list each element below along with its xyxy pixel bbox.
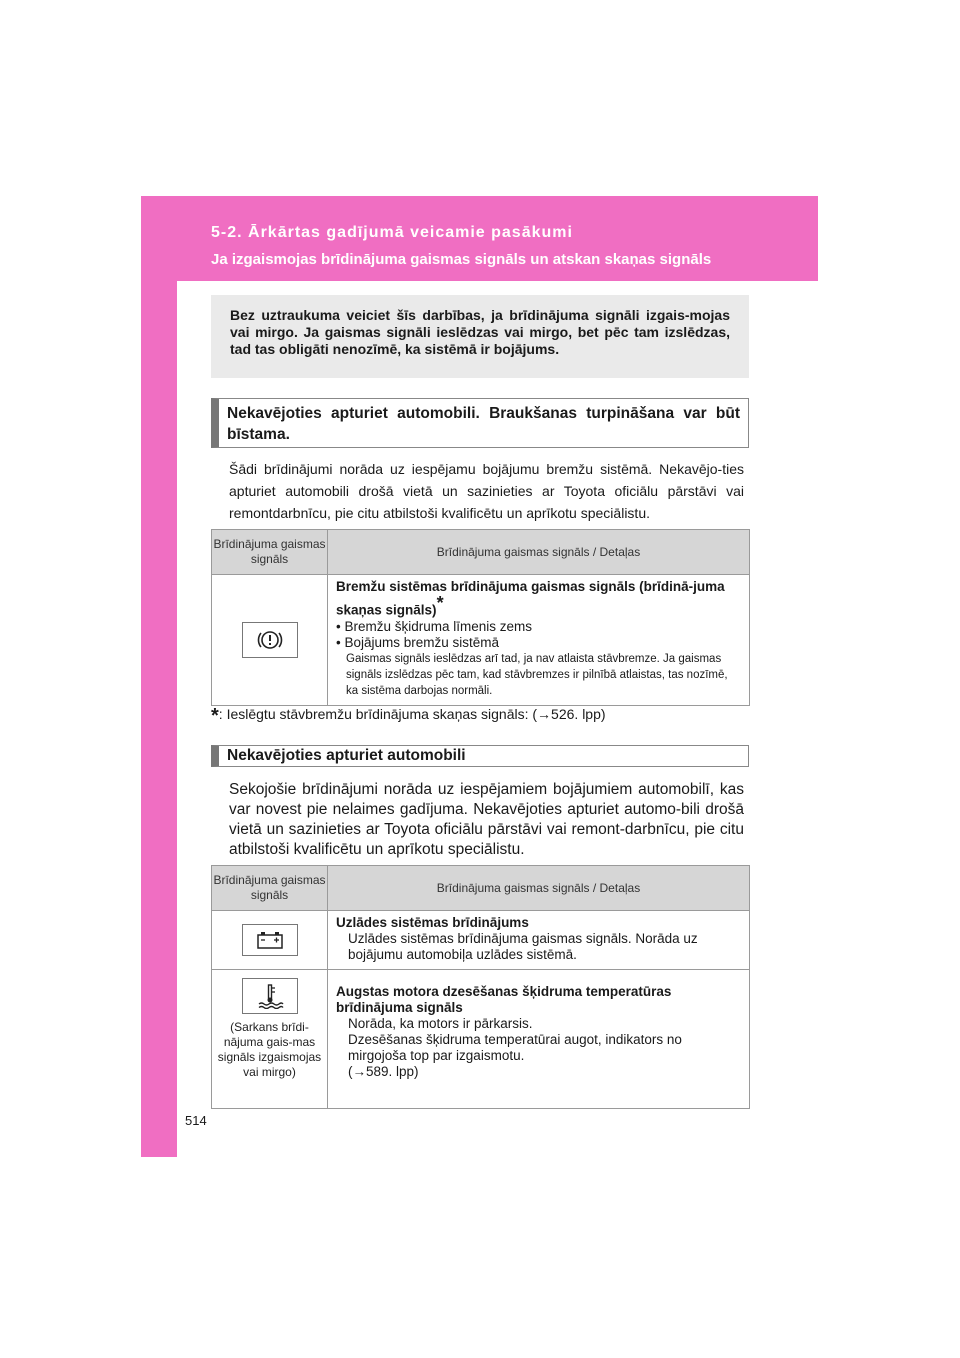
detail-cell <box>328 911 750 970</box>
section1-paragraph: Šādi brīdinājumi norāda uz iespējamu bojājumu bremžu sistēmā. Nekavējo-ties apturiet automobili drošā vietā un sazinieties ar Toyota oficiālu pārstāvi vai remontdarbnīcu, pie citu atbilstoši kvalificētu un aprīkotu speciālistu. <box>229 461 744 521</box>
col1-header: Brīdinājuma gaismas signāls <box>212 866 328 911</box>
table-header-row <box>212 866 750 911</box>
icon-cell <box>212 970 328 1109</box>
table-header-row <box>212 530 750 575</box>
bullet-brake-malfunction: • Bojājums bremžu sistēmā <box>336 634 500 650</box>
footnote <box>211 702 606 725</box>
note-box: Bez uztraukuma veiciet šīs darbības, ja brīdinājuma signāli izgais-mojas vai mirgo. Ja gaismas signāli ieslēdzas vai mirgo, bet pēc tam izslēdzas, tad tas obligāti nenozīmē, ka sistēmā ir bojājums. <box>211 295 749 378</box>
side-band <box>141 281 177 1157</box>
section2-heading: Nekavējoties apturiet automobili <box>211 745 749 767</box>
detail-cell <box>328 970 750 1109</box>
brake-note: Gaismas signāls ieslēdzas arī tad, ja nav atlaista stāvbremze. Ja gaismas signāls izslēdzas pēc tam, kad stāvbremzes ir pilnībā atlaistas, tas nozīmē, ka sistēma darbojas normāli. <box>346 652 728 697</box>
title-mark: * <box>436 593 444 613</box>
page-number: 514 <box>185 1113 207 1128</box>
section1-heading: Nekavējoties apturiet automobili. Braukšanas turpināšana var būt bīstama. <box>211 398 749 448</box>
icon-cell <box>212 911 328 970</box>
section-title: 5-2. Ārkārtas gadījumā veicamie pasākumi <box>211 224 573 241</box>
col1-header: Brīdinājuma gaismas signāls <box>212 530 328 575</box>
table-row <box>212 575 750 706</box>
col2-header: Brīdinājuma gaismas signāls / Detaļas <box>328 530 750 575</box>
brake-warning-table <box>211 529 750 706</box>
coolant-temperature-icon <box>242 978 298 1014</box>
section2-paragraph: Sekojošie brīdinājumi norāda uz iespējamiem bojājumiem automobilī, kas var novest pie nelaimes gadījuma. Nekavējoties apturiet automo-bili drošā vietā un sazinieties ar Toyota oficiālu pārstāvi vai remont-darbnīcu, pie citu atbilstoši kvalificētu un aprīkotu speciālistu. <box>229 781 744 858</box>
footnote-text: : Ieslēgtu stāvbremžu brīdinājuma skaņas signāls: (→526. lpp) <box>218 706 606 722</box>
bullet-fluid-level: • Bremžu šķidruma līmenis zems <box>336 618 533 634</box>
icon-cell <box>212 575 328 706</box>
charging-desc: Uzlādes sistēmas brīdinājuma gaismas signāls. Norāda uz bojājumu automobiļa uzlādes sistēmā. <box>348 931 698 962</box>
brake-warning-title: Bremžu sistēmas brīdinājuma gaismas signāls (brīdinā-juma skaņas signāls)* <box>336 579 725 618</box>
coolant-caption: (Sarkans brīdi-nājuma gais-mas signāls izgaismojas vai mirgo) <box>217 1020 322 1079</box>
warning-light-table <box>211 865 750 1109</box>
battery-icon <box>242 924 298 956</box>
section-subtitle: Ja izgaismojas brīdinājuma gaismas signāls un atskan skaņas signāls <box>211 251 712 268</box>
coolant-line2: Dzesēšanas šķidruma temperatūrai augot, indikators no mirgojoša top par izgaismotu. <box>348 1032 682 1063</box>
coolant-title: Augstas motora dzesēšanas šķidruma temperatūras brīdinājuma signāls <box>336 984 672 1015</box>
coolant-line1: Norāda, ka motors ir pārkarsis. <box>348 1016 533 1031</box>
detail-cell <box>328 575 750 706</box>
charging-title: Uzlādes sistēmas brīdinājums <box>336 915 529 930</box>
col2-header: Brīdinājuma gaismas signāls / Detaļas <box>328 866 750 911</box>
brake-warning-icon <box>242 622 298 658</box>
table-row <box>212 911 750 970</box>
table-row <box>212 970 750 1109</box>
footnote-mark: * <box>211 705 219 727</box>
coolant-line3: (→589. lpp) <box>348 1064 419 1079</box>
